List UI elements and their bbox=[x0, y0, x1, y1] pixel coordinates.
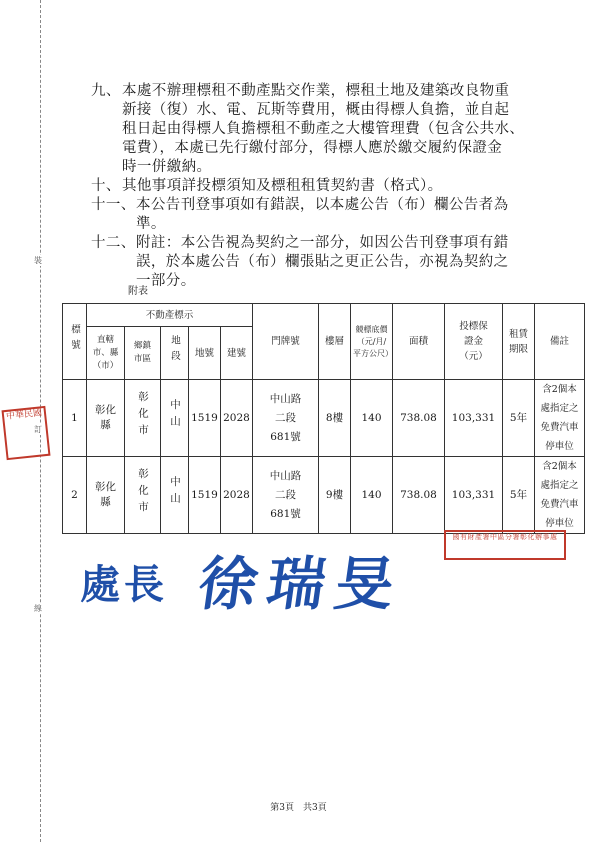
clause-line: 一部分。 bbox=[136, 273, 196, 289]
clause-line: 電費），本處已先行繳付部分，得標人應於繳交履約保證金 bbox=[122, 140, 503, 156]
header-deposit: 投標保證金（元） bbox=[445, 304, 503, 380]
header-rent: 競標底價（元/月/平方公尺） bbox=[351, 304, 393, 380]
header-lot: 地號 bbox=[189, 327, 221, 380]
margin-mark-zhuang: 裝 bbox=[34, 256, 42, 265]
cell-remark: 含2個本處指定之免費汽車停車位 bbox=[535, 380, 585, 457]
header-term: 租賃期限 bbox=[503, 304, 535, 380]
clause-line: 本公告刊登事項如有錯誤，以本處公告（布）欄公告者為 bbox=[136, 197, 509, 213]
header-area: 面積 bbox=[393, 304, 445, 380]
clause-line: 誤，於本處公告（布）欄張貼之更正公告，亦視為契約之 bbox=[136, 254, 509, 270]
cell-lot: 1519 bbox=[189, 457, 221, 534]
header-floor: 樓層 bbox=[319, 304, 351, 380]
cell-address: 中山路二段681號 bbox=[253, 457, 319, 534]
signature-name: 徐瑞旻 bbox=[194, 550, 409, 618]
cell-area: 738.08 bbox=[393, 380, 445, 457]
cell-floor: 8樓 bbox=[319, 380, 351, 457]
cell-section: 中山 bbox=[161, 380, 189, 457]
clause-body bbox=[122, 177, 443, 196]
cell-term: 5年 bbox=[503, 380, 535, 457]
clause-line: 新接（復）水、電、瓦斯等費用，概由得標人負擔，並自起 bbox=[122, 102, 510, 118]
cell-rent: 140 bbox=[351, 457, 393, 534]
header-remark: 備註 bbox=[535, 304, 585, 380]
clause-body bbox=[136, 234, 509, 291]
signature-title: 處長 bbox=[80, 561, 168, 608]
cell-no: 1 bbox=[63, 380, 87, 457]
clause-body bbox=[136, 196, 509, 234]
clause-line: 本處不辦理標租不動產點交作業，標租土地及建築改良物重 bbox=[122, 83, 510, 99]
cell-section: 中山 bbox=[161, 457, 189, 534]
cell-address: 中山路二段681號 bbox=[253, 380, 319, 457]
page-footer: 第3頁 共3頁 bbox=[270, 803, 327, 813]
header-group: 不動產標示 bbox=[87, 304, 253, 327]
cell-term: 5年 bbox=[503, 457, 535, 534]
cell-area: 738.08 bbox=[393, 457, 445, 534]
cell-rent: 140 bbox=[351, 380, 393, 457]
clause-line: 時一併繳納。 bbox=[122, 159, 212, 175]
cell-town: 彰化市 bbox=[125, 380, 161, 457]
cell-county: 彰化縣 bbox=[87, 457, 125, 534]
clause-number: 十、 bbox=[91, 178, 121, 194]
cell-floor: 9樓 bbox=[319, 457, 351, 534]
table-row bbox=[63, 457, 585, 534]
margin-mark-ding: 訂 bbox=[34, 425, 42, 434]
cell-no: 2 bbox=[63, 457, 87, 534]
clause-line: 其他事項詳投標須知及標租租賃契約書（格式）。 bbox=[122, 178, 443, 194]
cell-build-no: 2028 bbox=[221, 457, 253, 534]
header-no: 標號 bbox=[63, 304, 87, 380]
margin-mark-xian: 線 bbox=[34, 604, 42, 613]
header-build-no: 建號 bbox=[221, 327, 253, 380]
clause-line: 附註：本公告視為契約之一部分，如因公告刊登事項有錯 bbox=[136, 235, 509, 251]
red-seal-stamp-left: 中華民國 bbox=[2, 406, 51, 460]
header-section: 地段 bbox=[161, 327, 189, 380]
clause-number: 九、 bbox=[91, 83, 121, 99]
cell-remark: 含2個本處指定之免費汽車停車位 bbox=[535, 457, 585, 534]
red-seal-stamp-right: 國有財產署中區分署彰化辦事處 bbox=[444, 530, 566, 560]
clause-number: 十二、 bbox=[91, 235, 136, 251]
clause-number: 十一、 bbox=[91, 197, 136, 213]
cell-deposit: 103,331 bbox=[445, 380, 503, 457]
clause-line: 準。 bbox=[136, 216, 166, 232]
clause-line: 租日起由得標人負擔標租不動產之大樓管理費（包含公共水、 bbox=[122, 121, 525, 137]
header-address: 門牌號 bbox=[253, 304, 319, 380]
cell-deposit: 103,331 bbox=[445, 457, 503, 534]
clause-body bbox=[122, 82, 524, 177]
property-table bbox=[62, 303, 585, 534]
appendix-label: 附表 bbox=[128, 286, 148, 297]
table-row bbox=[63, 380, 585, 457]
header-town: 鄉鎮市區 bbox=[125, 327, 161, 380]
cell-town: 彰化市 bbox=[125, 457, 161, 534]
cell-lot: 1519 bbox=[189, 380, 221, 457]
cell-build-no: 2028 bbox=[221, 380, 253, 457]
cell-county: 彰化縣 bbox=[87, 380, 125, 457]
header-county: 直轄市、縣（市） bbox=[87, 327, 125, 380]
